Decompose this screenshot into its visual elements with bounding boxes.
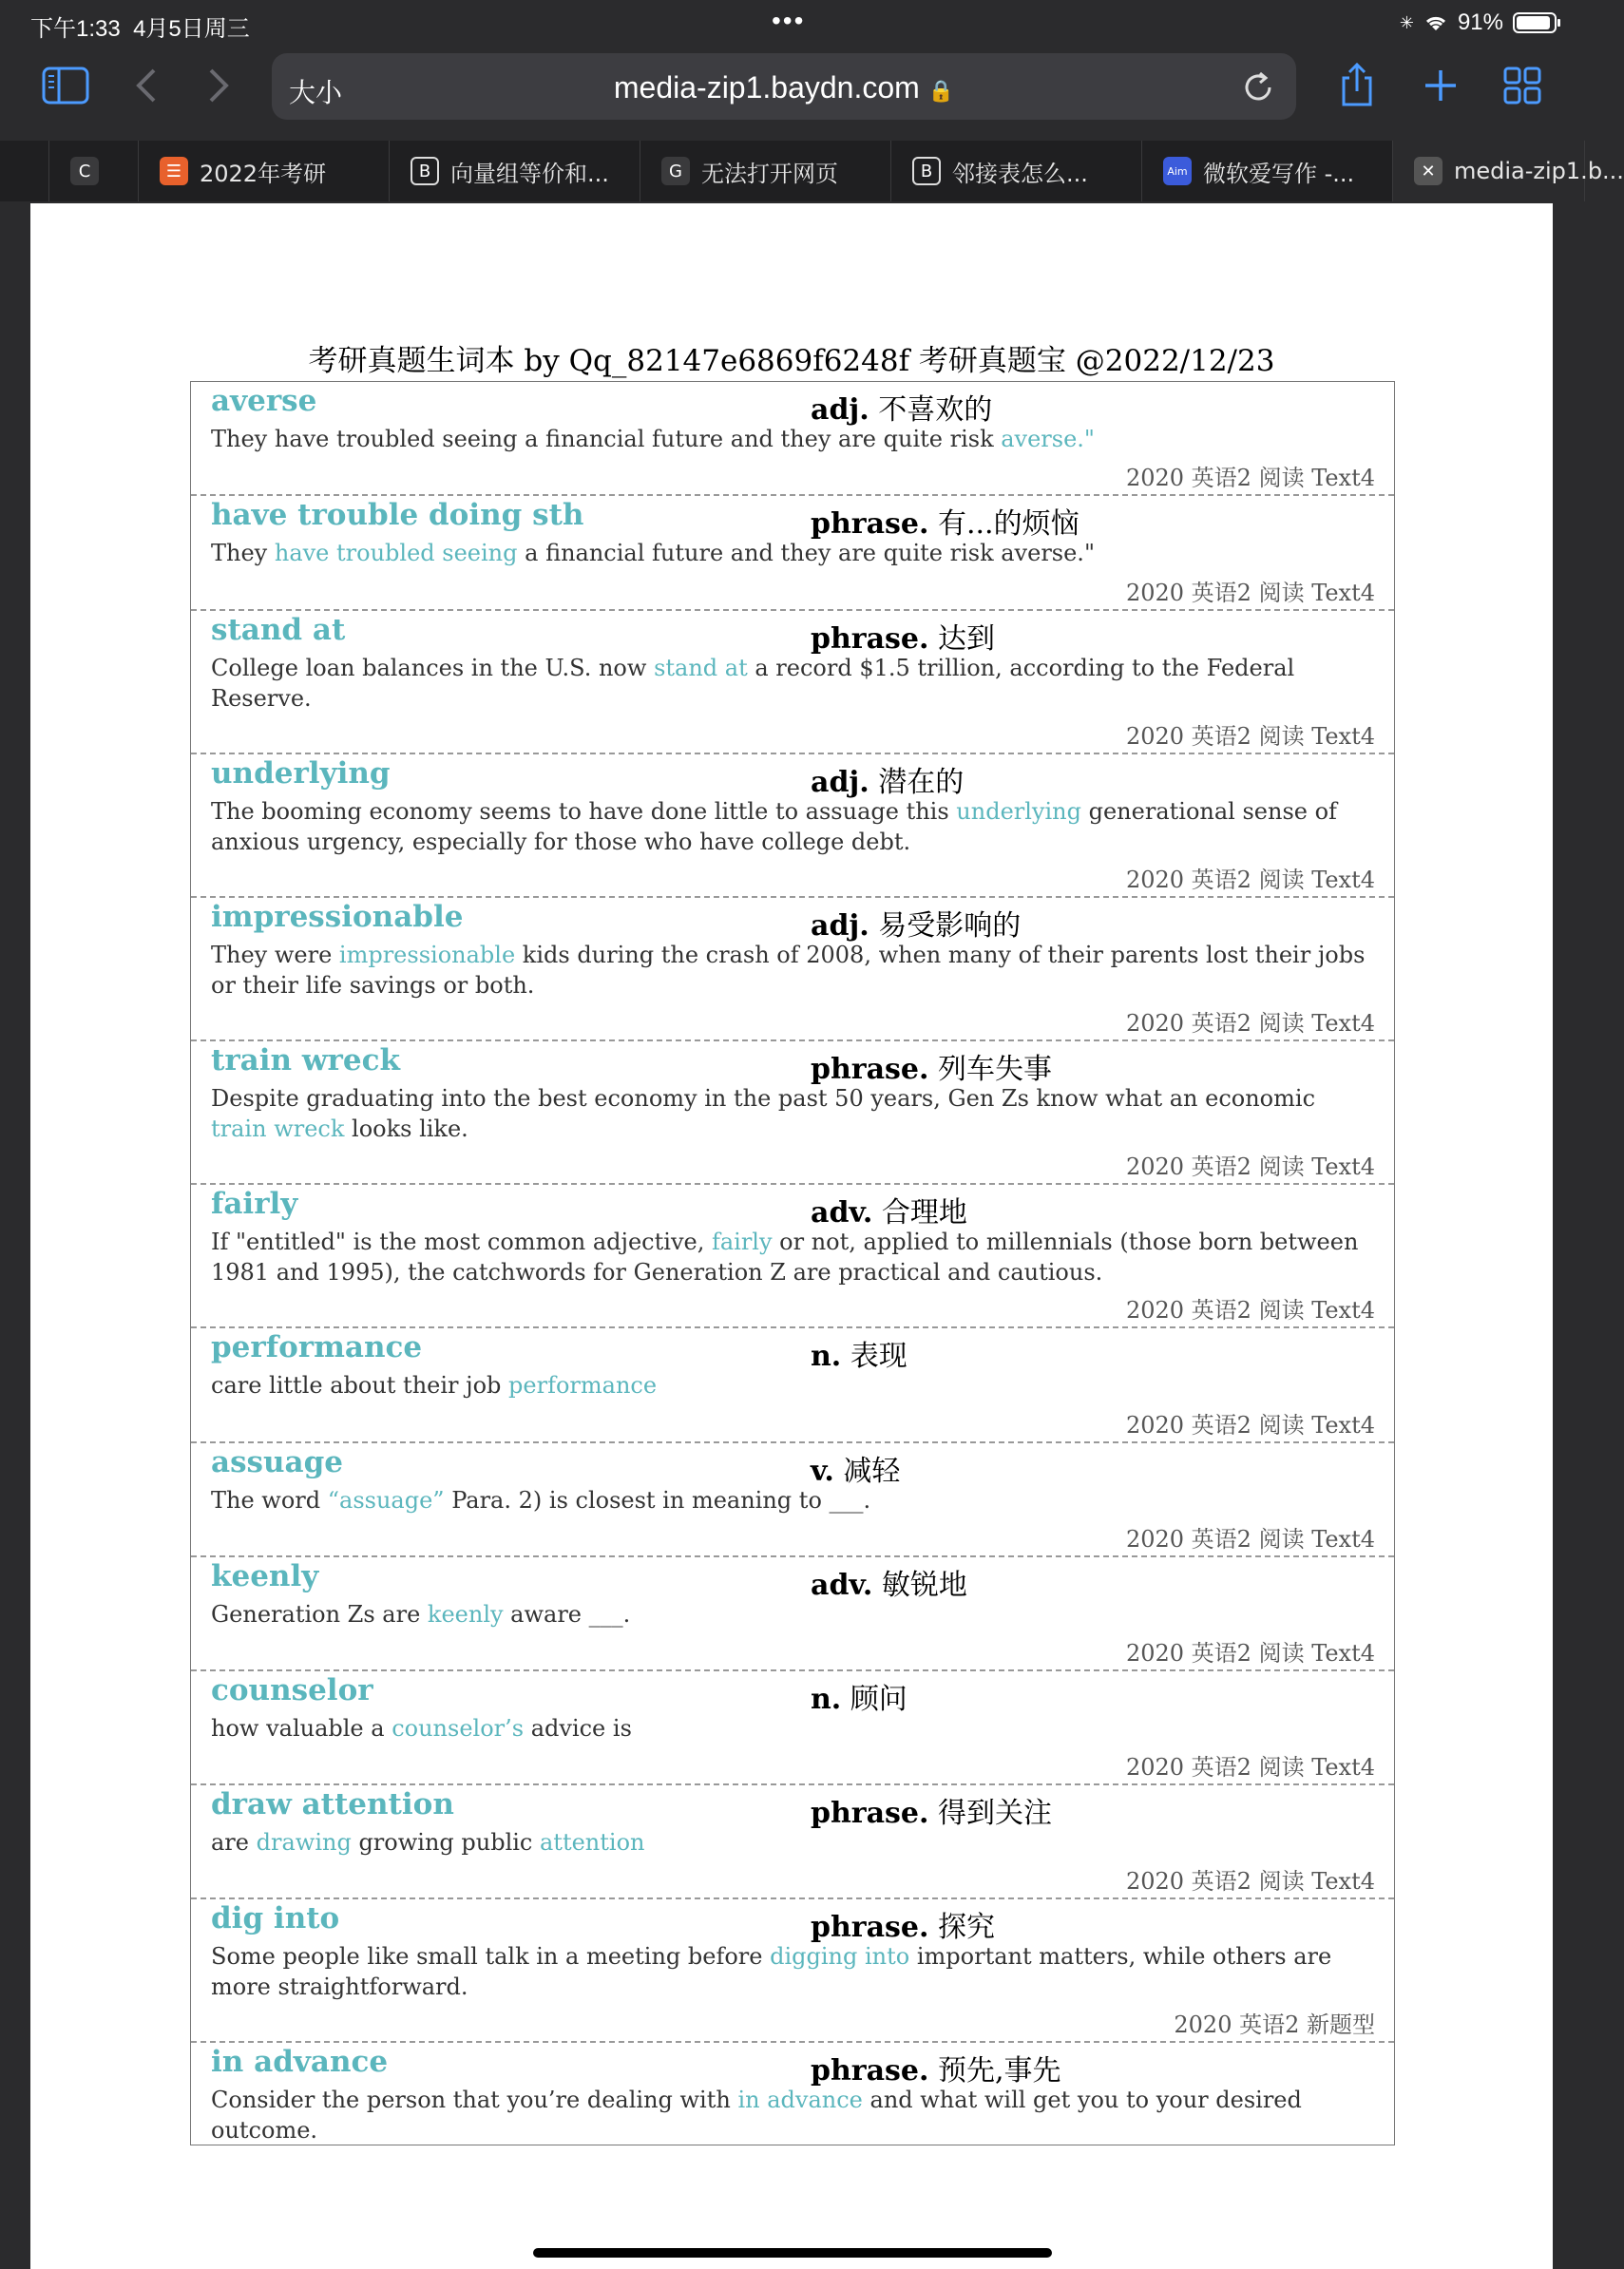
example-sentence [211,1370,1375,1401]
highlighted-term: attention [540,1829,645,1856]
highlighted-term: train wreck [211,1115,345,1142]
meaning: 表现 [841,1340,908,1373]
part-of-speech: n. [811,1340,842,1373]
tab-title: 无法打开网页 [701,160,838,187]
tab-favicon: Aim [1163,157,1192,185]
sentence-text: care little about their job [211,1372,509,1399]
sentence-text: looks like. [344,1115,468,1142]
back-icon[interactable] [135,67,158,105]
example-sentence [211,1599,1375,1630]
example-sentence [211,1083,1375,1144]
sentence-text: College loan balances in the U.S. now [211,655,655,681]
tab-1[interactable] [139,141,390,201]
tab-2[interactable] [390,141,640,201]
vocab-definition [811,1561,967,1603]
new-tab-icon[interactable] [1422,67,1460,105]
vocab-word: averse [211,384,317,418]
meaning: 合理地 [872,1196,967,1230]
status-time: 下午1:33 4月5日周三 [30,16,250,42]
part-of-speech: adj. [811,909,869,943]
vocab-definition [811,1675,908,1717]
sentence-text: Despite graduating into the best economy in the past 50 years, Gen Zs know what an economic [211,1085,1316,1112]
vocab-definition [811,1447,900,1489]
tab-favicon: C [70,157,99,185]
sidebar-icon[interactable] [42,67,89,105]
meaning: 探究 [928,1911,995,1944]
vocab-word: train wreck [211,1043,400,1077]
tab-overview-icon[interactable] [1503,67,1541,105]
tab-title: 2022年考研 [200,160,327,187]
status-bar [0,0,1585,46]
vocab-entry [191,898,1394,1041]
highlighted-term: performance [508,1372,658,1399]
sentence-text: Consider the person that you’re dealing with [211,2087,738,2113]
web-page [30,203,1553,2269]
sentence-text: or not, applied to millennials (those born between 1981 and 1995), the catchwords for Generation Z are practical and cautious. [211,1229,1359,1286]
sentence-text: Para. 2) is closest in meaning to ___. [444,1487,871,1514]
highlighted-term: fairly [711,1229,773,1255]
tab-6[interactable] [1393,141,1624,201]
source-label: 2020 英语2 阅读 Text4 [1125,1154,1375,1180]
vocab-word: performance [211,1330,423,1364]
tab-bar [0,141,1624,201]
example-sentence [211,1713,1375,1744]
highlighted-term: drawing [256,1829,352,1856]
tab-title: 向量组等价和... [450,160,609,187]
vocab-table [190,381,1395,2145]
home-indicator[interactable] [533,2248,1052,2258]
tab-title: 微软爱写作 -... [1203,160,1355,187]
sentence-text: are [211,1829,257,1856]
sentence-text: They have troubled seeing a financial future and they are quite risk [211,426,1002,452]
tab-5[interactable] [1142,141,1393,201]
vocab-definition [811,2047,1061,2088]
example-sentence [211,653,1375,714]
share-icon[interactable] [1338,61,1376,108]
reload-icon[interactable] [1241,70,1275,105]
vocab-word: impressionable [211,900,464,934]
vocab-definition [811,758,964,800]
source-label: 2020 英语2 阅读 Text4 [1125,465,1375,491]
vocab-entry [191,2043,1394,2145]
vocab-word: have trouble doing sth [211,498,584,532]
vocab-entry [191,1443,1394,1557]
vocab-entry [191,1671,1394,1785]
vocab-definition [811,1189,967,1230]
part-of-speech: adj. [811,766,869,799]
example-sentence [211,1485,1375,1516]
part-of-speech: phrase. [811,1053,929,1086]
vocab-word: keenly [211,1559,319,1593]
tab-favicon: G [661,157,690,185]
battery-icon [1513,12,1557,33]
tab-favicon: ✕ [1414,157,1442,185]
tab-0[interactable] [49,141,139,201]
part-of-speech: phrase. [811,622,929,656]
page-title: 考研真题生词本 by Qq_82147e6869f6248f 考研真题宝 @2022/12/23 [308,344,1275,378]
vocab-entry [191,496,1394,611]
vocab-word: stand at [211,613,346,647]
source-label: 2020 英语2 阅读 Text4 [1125,723,1375,750]
source-label: 2020 英语2 阅读 Text4 [1125,1754,1375,1781]
sentence-text: how valuable a [211,1715,392,1742]
sentence-text: Some people like small talk in a meeting before [211,1943,771,1970]
tab-4[interactable] [891,141,1142,201]
sentence-text: growing public [351,1829,540,1856]
part-of-speech: adv. [811,1196,873,1230]
part-of-speech: adv. [811,1569,873,1602]
highlighted-term: underlying [956,798,1081,825]
sentence-text: and what will get you to your desired outcome. [211,2087,1302,2144]
sentence-text: Generation Zs are [211,1601,428,1628]
source-label: 2020 英语2 阅读 Text4 [1125,867,1375,893]
sentence-text: They [211,540,275,566]
tab-3[interactable] [640,141,891,201]
vocab-entry [191,611,1394,754]
meaning: 潜在的 [869,766,965,799]
multitask-dots-icon[interactable]: ••• [772,6,806,35]
vocab-definition [811,1903,995,1945]
meaning: 列车失事 [928,1053,1052,1086]
sentence-text: If "entitled" is the most common adjective, [211,1229,712,1255]
vocab-entry [191,1041,1394,1185]
sentence-text: important matters, while others are more straightforward. [211,1943,1332,2000]
meaning: 减轻 [833,1455,901,1488]
tab-favicon: B [912,157,941,185]
meaning: 敏锐地 [872,1569,967,1602]
sentence-text: a financial future and they are quite risk averse." [517,540,1095,566]
vocab-definition [811,386,992,428]
lock-icon: 🔒 [927,79,955,103]
vocab-entry [191,1785,1394,1899]
vocab-definition [811,500,1079,542]
vocab-definition [811,1789,1052,1831]
source-label: 2020 英语2 阅读 Text4 [1125,1868,1375,1895]
wifi-icon [1423,13,1448,32]
vocab-definition [811,1045,1052,1087]
highlighted-term: stand at [654,655,748,681]
highlighted-term: impressionable [338,942,516,968]
meaning: 得到关注 [928,1797,1052,1830]
text-size-button[interactable]: 大小 [289,78,343,107]
tab-title: media-zip1.b... [1454,158,1624,184]
sentence-text: advice is [524,1715,632,1742]
vocab-entry [191,382,1394,496]
tab-title: 邻接表怎么... [952,160,1088,187]
example-sentence [211,1827,1375,1858]
highlighted-term: “assuage” [327,1487,445,1514]
sentence-text: generational sense of anxious urgency, especially for those who have college debt. [211,798,1337,855]
meaning: 易受影响的 [869,909,1022,943]
sentence-text: aware ___. [503,1601,631,1628]
browser-toolbar [0,46,1585,137]
meaning: 不喜欢的 [869,393,993,427]
source-label: 2020 英语2 阅读 Text4 [1125,1526,1375,1553]
forward-icon[interactable] [207,67,230,105]
sentence-text: The booming economy seems to have done little to assuage this [211,798,957,825]
source-label: 2020 英语2 阅读 Text4 [1125,1640,1375,1667]
part-of-speech: adj. [811,393,869,427]
source-label: 2020 英语2 阅读 Text4 [1125,1412,1375,1439]
vocab-word: in advance [211,2045,389,2079]
vocab-entry [191,1899,1394,2043]
vocab-word: underlying [211,756,391,791]
highlighted-term: digging into [770,1943,910,1970]
part-of-speech: n. [811,1683,842,1716]
example-sentence [211,796,1375,857]
vocab-word: counselor [211,1673,373,1707]
vocab-word: draw attention [211,1787,454,1821]
vocab-word: assuage [211,1445,344,1479]
vocab-entry [191,1328,1394,1443]
vocab-entry [191,1557,1394,1671]
vocab-definition [811,1332,908,1374]
example-sentence [211,1227,1375,1287]
example-sentence [211,538,1375,568]
highlighted-term: in advance [737,2087,863,2113]
highlighted-term: keenly [427,1601,504,1628]
vocab-word: dig into [211,1901,340,1935]
sentence-text: The word [211,1487,328,1514]
address-bar[interactable] [272,53,1296,120]
source-label: 2020 英语2 新题型 [1174,2012,1375,2038]
part-of-speech: phrase. [811,2054,929,2088]
vocab-entry [191,754,1394,898]
example-sentence [211,1941,1375,2002]
tab-edge [0,141,49,201]
sentence-text: They were [211,942,339,968]
highlighted-term: counselor’s [392,1715,525,1742]
part-of-speech: phrase. [811,1911,929,1944]
source-label: 2020 英语2 阅读 Text4 [1125,1010,1375,1037]
part-of-speech: v. [811,1455,834,1488]
source-label: 2020 英语2 阅读 Text4 [1125,580,1375,606]
vocab-word: fairly [211,1187,298,1221]
example-sentence [211,2085,1375,2145]
tab-favicon: B [411,157,439,185]
vocab-definition [811,902,1021,944]
example-sentence [211,940,1375,1001]
source-label: 2020 英语2 阅读 Text4 [1125,1297,1375,1324]
sentence-text: a record $1.5 trillion, according to the Federal Reserve. [211,655,1295,712]
highlighted-term: averse." [1001,426,1095,452]
vocab-entry [191,1185,1394,1328]
example-sentence [211,424,1375,454]
battery-percent: 91% [1457,10,1503,35]
sentence-text: kids during the crash of 2008, when many of their parents lost their jobs or their life savings or both. [211,942,1366,999]
meaning: 预先,事先 [928,2054,1061,2088]
url-text[interactable]: media-zip1.baydn.com 🔒 [613,70,955,105]
status-right [1400,10,1557,36]
part-of-speech: phrase. [811,507,929,541]
tab-favicon: ☰ [160,157,188,185]
vocab-definition [811,615,995,657]
highlighted-term: have troubled seeing [274,540,518,566]
focus-icon: ✳ [1399,12,1414,32]
meaning: 达到 [928,622,995,656]
meaning: 有...的烦恼 [928,507,1079,541]
part-of-speech: phrase. [811,1797,929,1830]
meaning: 顾问 [841,1683,908,1716]
